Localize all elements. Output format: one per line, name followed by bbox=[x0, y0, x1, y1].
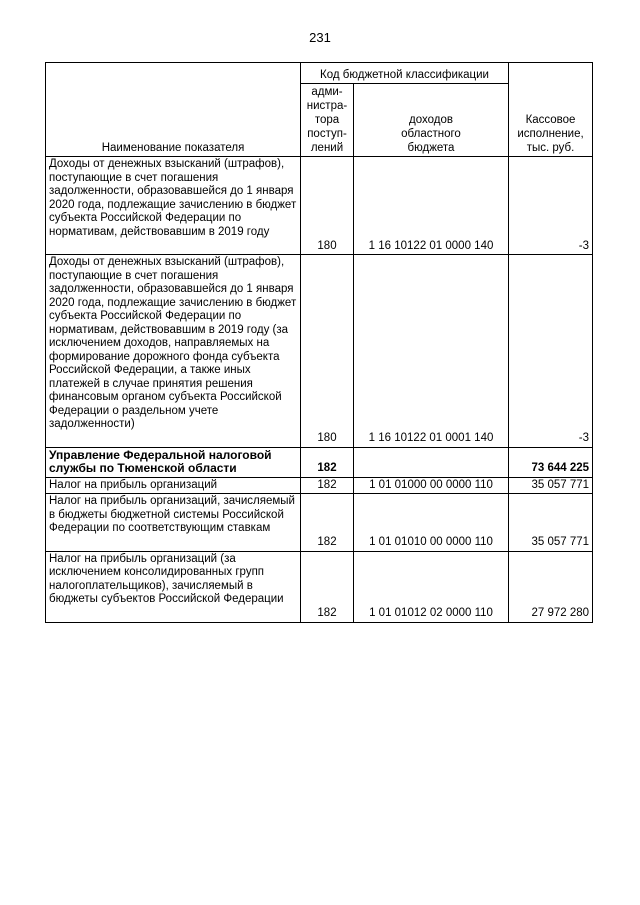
row-indicator-name: Доходы от денежных взысканий (штрафов), поступающие в счет погашения задолженности, образовавшейся до 1 января 2020 года, подлежащие зачислению в бюджет субъекта Российской Федерации по нормативам, действовавшим в 2019 году bbox=[46, 157, 301, 255]
table-row bbox=[46, 551, 593, 622]
row-indicator-name: Доходы от денежных взысканий (штрафов), поступающие в счет погашения задолженности, образовавшейся до 1 января 2020 года, подлежащие зачислению в бюджет субъекта Российской Федерации по нормативам, действовавшим в 2019 году (за исключением доходов, направляемых на формирование дорожного фонда субъекта Российской Федерации, а также иных платежей в случае принятия решения финансовым органом субъекта Российской Федерации о раздельном учете задолженности) bbox=[46, 255, 301, 448]
header-admin-line: тора bbox=[314, 114, 340, 126]
header-regional-budget-income bbox=[354, 84, 509, 157]
header-income-line: бюджета bbox=[407, 142, 455, 154]
row-classification-code: 1 16 10122 01 0000 140 bbox=[354, 157, 509, 255]
table-row bbox=[46, 494, 593, 552]
header-income-line: доходов bbox=[409, 114, 453, 126]
row-indicator-name: Управление Федеральной налоговой службы по Тюменской области bbox=[46, 447, 301, 477]
row-admin-code: 182 bbox=[301, 551, 354, 622]
table-row bbox=[46, 157, 593, 255]
row-admin-code: 180 bbox=[301, 255, 354, 448]
row-amount: -3 bbox=[509, 157, 593, 255]
header-cash-execution bbox=[509, 63, 593, 157]
row-classification-code: 1 01 01012 02 0000 110 bbox=[354, 551, 509, 622]
page-number: 231 bbox=[309, 30, 331, 45]
row-amount: 35 057 771 bbox=[509, 477, 593, 494]
row-admin-code: 182 bbox=[301, 447, 354, 477]
table-row bbox=[46, 447, 593, 477]
row-indicator-name: Налог на прибыль организаций (за исключением консолидированных групп налогоплательщиков), зачисляемый в бюджеты субъектов Российской Федерации bbox=[46, 551, 301, 622]
budget-table bbox=[45, 62, 593, 623]
row-amount: -3 bbox=[509, 255, 593, 448]
header-exec-line: Кассовое bbox=[525, 114, 576, 126]
row-amount: 73 644 225 bbox=[509, 447, 593, 477]
header-budget-classification-code: Код бюджетной классификации bbox=[301, 63, 509, 84]
header-admin-line: адми- bbox=[311, 86, 343, 98]
header-admin-line: нистра- bbox=[306, 100, 348, 112]
row-classification-code: 1 01 01000 00 0000 110 bbox=[354, 477, 509, 494]
row-admin-code: 182 bbox=[301, 494, 354, 552]
header-indicator-name: Наименование показателя bbox=[46, 63, 301, 157]
header-revenue-administrator bbox=[301, 84, 354, 157]
table-row bbox=[46, 255, 593, 448]
header-income-line: областного bbox=[401, 128, 461, 140]
row-indicator-name: Налог на прибыль организаций bbox=[46, 477, 301, 494]
row-admin-code: 182 bbox=[301, 477, 354, 494]
row-admin-code: 180 bbox=[301, 157, 354, 255]
header-exec-line: тыс. руб. bbox=[526, 142, 575, 154]
table-row bbox=[46, 477, 593, 494]
header-admin-line: лений bbox=[310, 142, 344, 154]
row-classification-code: 1 16 10122 01 0001 140 bbox=[354, 255, 509, 448]
header-admin-line: поступ- bbox=[307, 128, 347, 140]
row-amount: 35 057 771 bbox=[509, 494, 593, 552]
row-amount: 27 972 280 bbox=[509, 551, 593, 622]
header-exec-line: исполнение, bbox=[517, 128, 584, 140]
row-classification-code: 1 01 01010 00 0000 110 bbox=[354, 494, 509, 552]
row-classification-code bbox=[354, 447, 509, 477]
row-indicator-name: Налог на прибыль организаций, зачисляемый в бюджеты бюджетной системы Российской Федерации по соответствующим ставкам bbox=[46, 494, 301, 552]
